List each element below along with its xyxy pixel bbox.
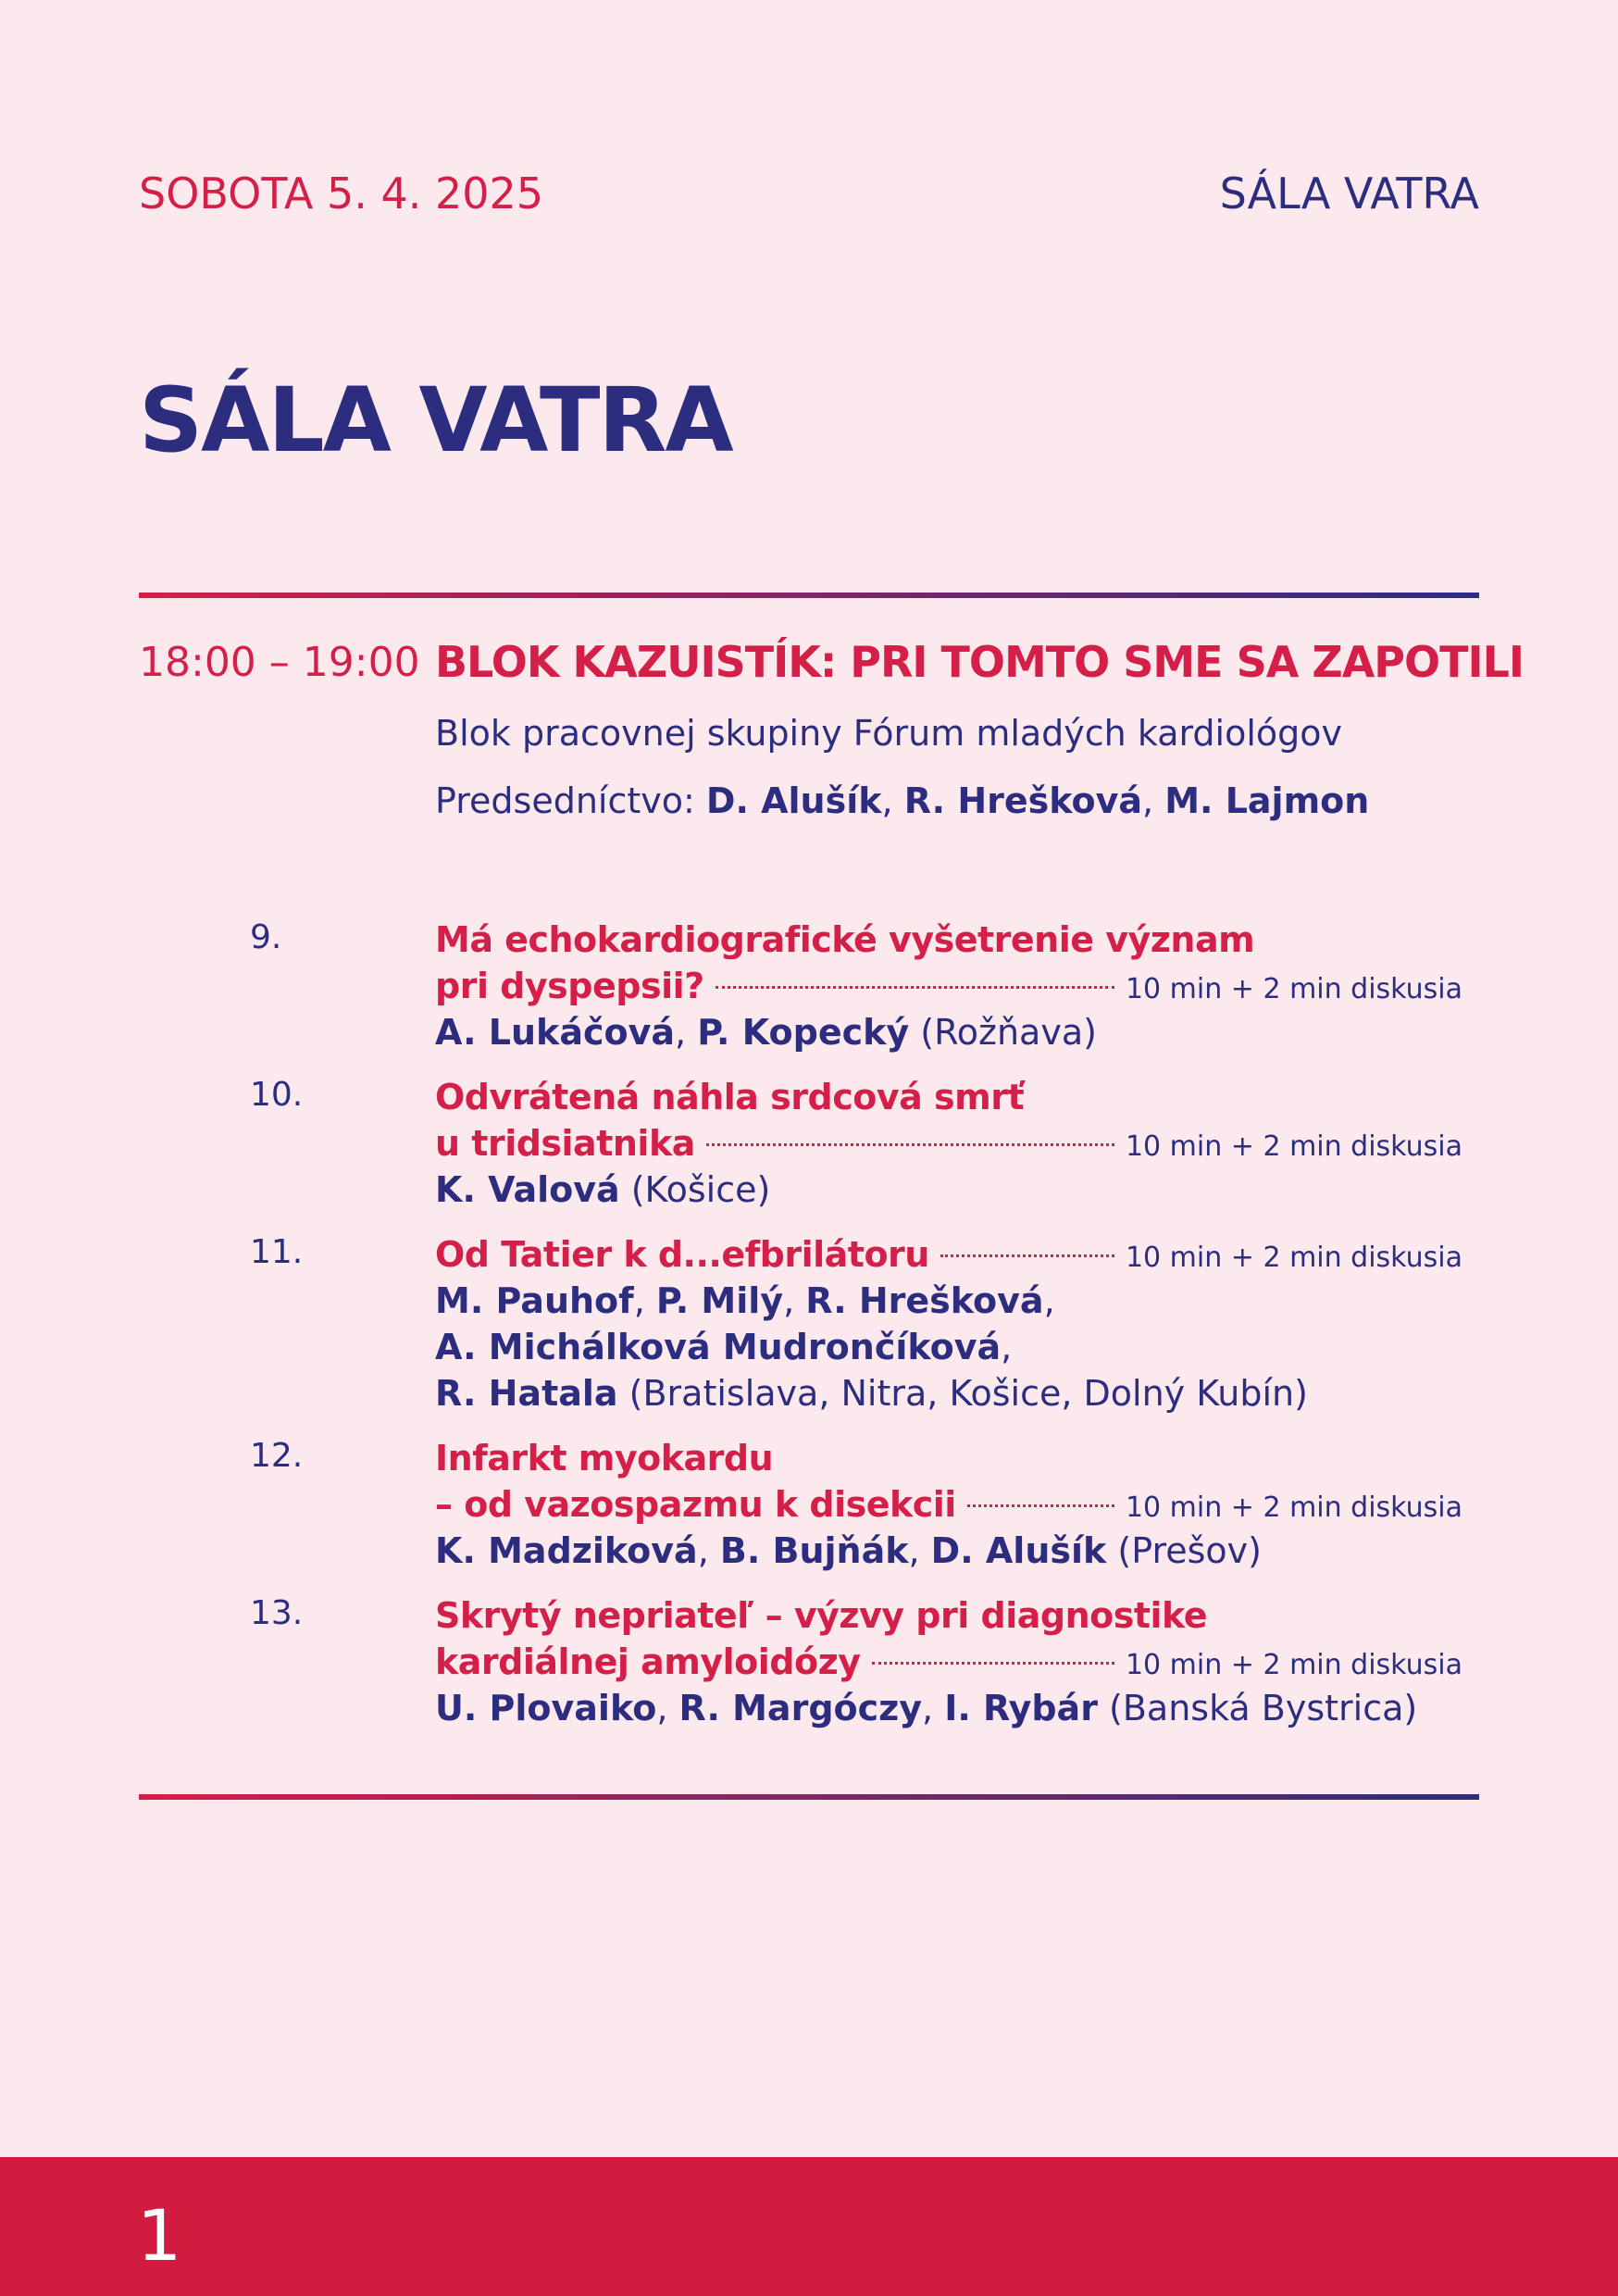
talk-title-line: – od vazospazmu k disekcii xyxy=(435,1484,956,1525)
talk-authors xyxy=(435,1167,1462,1213)
talk-title-line: pri dyspepsii? xyxy=(435,966,704,1006)
talk-duration: 10 min + 2 min diskusia xyxy=(1125,1649,1462,1681)
talk-authors xyxy=(435,1324,1462,1370)
author-name: U. Plovaiko xyxy=(435,1688,657,1728)
talk-body xyxy=(435,1231,1462,1416)
author-name: K. Madziková xyxy=(435,1530,698,1571)
dot-leader xyxy=(716,986,1114,989)
talk-number: 12. xyxy=(250,1437,304,1475)
talk-title-line: Odvrátená náhla srdcová smrť xyxy=(435,1077,1025,1117)
author-name: M. Pauhof xyxy=(435,1280,634,1321)
author-name: K. Valová xyxy=(435,1169,620,1210)
chair-name: M. Lajmon xyxy=(1164,780,1370,821)
header-room: SÁLA VATRA xyxy=(1219,168,1479,218)
chair-name: R. Hrešková xyxy=(903,780,1143,821)
talk-number: 11. xyxy=(250,1233,304,1271)
talk-number: 10. xyxy=(250,1076,304,1114)
talk-item xyxy=(0,1435,1618,1574)
talk-body xyxy=(435,917,1462,1055)
author-name: A. Lukáčová xyxy=(435,1012,676,1053)
talk-title-line: Od Tatier k d...efbrilátoru xyxy=(435,1234,929,1275)
talk-duration: 10 min + 2 min diskusia xyxy=(1125,973,1462,1005)
author-trailing-comma: , xyxy=(1043,1280,1055,1321)
talk-title-row xyxy=(435,1231,1462,1278)
talk-authors: A. Lukáčová, P. Kopecký (Rožňava) xyxy=(435,1012,1097,1053)
talk-title-line: kardiálnej amyloidózy xyxy=(435,1641,861,1682)
author-place: (Banská Bystrica) xyxy=(1109,1688,1418,1728)
chair-name: D. Alušík xyxy=(705,780,882,821)
talk-title-row xyxy=(435,1481,1462,1528)
talk-duration: 10 min + 2 min diskusia xyxy=(1125,1130,1462,1163)
author-name: I. Rybár xyxy=(944,1688,1098,1728)
talk-list xyxy=(0,917,1618,1750)
author-name: R. Hatala xyxy=(435,1373,618,1414)
author-place: (Rožňava) xyxy=(920,1012,1097,1053)
author-name: P. Kopecký xyxy=(697,1012,910,1053)
talk-title-row xyxy=(435,963,1462,1009)
dot-leader xyxy=(940,1254,1114,1257)
talk-item xyxy=(0,1074,1618,1213)
talk-body xyxy=(435,1435,1462,1574)
author-place: (Bratislava, Nitra, Košice, Dolný Kubín) xyxy=(629,1373,1308,1414)
talk-title-line: Skrytý nepriateľ – výzvy pri diagnostike xyxy=(435,1595,1208,1636)
block-time: 18:00 – 19:00 xyxy=(139,639,420,686)
page-number: 1 xyxy=(137,2194,182,2277)
talk-number: 13. xyxy=(250,1594,304,1632)
author-name: B. Bujňák xyxy=(719,1530,909,1571)
talk-item xyxy=(0,917,1618,1055)
author-name: P. Milý xyxy=(655,1280,784,1321)
page-title: SÁLA VATRA xyxy=(139,368,732,472)
author-place: (Prešov) xyxy=(1117,1530,1262,1571)
chair-label: Predsedníctvo: xyxy=(435,780,695,821)
footer-bar xyxy=(0,2157,1618,2296)
block-title: BLOK KAZUISTÍK: PRI TOMTO SME SA ZAPOTILI xyxy=(435,637,1525,687)
author-name: D. Alušík xyxy=(930,1530,1107,1571)
talk-item xyxy=(0,1592,1618,1731)
author-trailing-comma: , xyxy=(1001,1327,1013,1367)
block-subtitle: Blok pracovnej skupiny Fórum mladých kardiológov xyxy=(435,713,1343,754)
dot-leader xyxy=(706,1143,1114,1146)
author-name: R. Hrešková xyxy=(805,1280,1044,1321)
talk-duration: 10 min + 2 min diskusia xyxy=(1125,1242,1462,1274)
block-chairs: Predsedníctvo: D. Alušík, R. Hrešková, M. Lajmon xyxy=(435,780,1370,821)
talk-authors: K. Madziková, B. Bujňák, D. Alušík (Prešov) xyxy=(435,1530,1262,1571)
talk-body xyxy=(435,1074,1462,1213)
divider-top xyxy=(139,593,1479,598)
talk-title-line: Infarkt myokardu xyxy=(435,1438,774,1479)
talk-duration: 10 min + 2 min diskusia xyxy=(1125,1491,1462,1524)
talk-authors xyxy=(435,1370,1462,1416)
talk-item xyxy=(0,1231,1618,1416)
author-name: A. Michálková Mudrončíková xyxy=(435,1327,1002,1367)
talk-authors: M. Pauhof, P. Milý, R. Hrešková, xyxy=(435,1280,1055,1321)
author-place: (Košice) xyxy=(630,1169,771,1210)
dot-leader xyxy=(967,1504,1114,1507)
talk-title-row xyxy=(435,1639,1462,1685)
talk-title-line: Má echokardiografické vyšetrenie význam xyxy=(435,919,1255,960)
talk-number: 9. xyxy=(250,918,282,956)
author-name: R. Margóczy xyxy=(678,1688,923,1728)
talk-body xyxy=(435,1592,1462,1731)
talk-title-row xyxy=(435,1120,1462,1167)
dot-leader xyxy=(872,1662,1114,1665)
talk-authors: U. Plovaiko, R. Margóczy, I. Rybár (Banská Bystrica) xyxy=(435,1688,1418,1728)
talk-title-line: u tridsiatnika xyxy=(435,1123,695,1164)
header-date: SOBOTA 5. 4. 2025 xyxy=(139,168,544,218)
divider-bottom xyxy=(139,1794,1479,1800)
